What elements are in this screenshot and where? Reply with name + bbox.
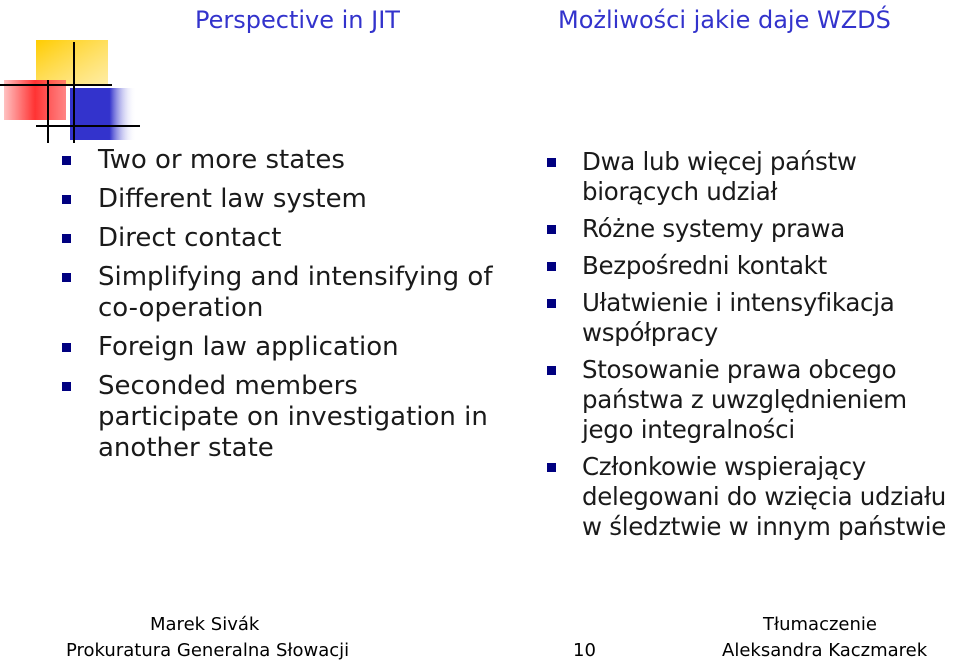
square-bullet-icon <box>547 463 556 472</box>
square-bullet-icon <box>547 158 556 167</box>
list-item-text: Different law system <box>98 184 367 214</box>
footer-translator-name: Aleksandra Kaczmarek <box>722 640 928 661</box>
footer-author-organization: Prokuratura Generalna Słowacji <box>66 640 350 661</box>
list-item-text: Ułatwienie i intensyfikacja współpracy <box>582 288 895 347</box>
square-bullet-icon <box>62 156 71 165</box>
list-item-text: Direct contact <box>98 223 282 253</box>
square-bullet-icon <box>62 273 71 282</box>
page-number: 10 <box>573 640 596 661</box>
list-item <box>545 355 960 445</box>
list-item <box>545 288 960 348</box>
list-item-text: Członkowie wspierający delegowani do wzięcia udziału w śledztwie w innym państwie <box>582 452 947 541</box>
slide-title-polish: Możliwości jakie daje WZDŚ <box>558 6 891 34</box>
decorative-squares-logo <box>0 38 140 143</box>
square-bullet-icon <box>62 382 71 391</box>
square-bullet-icon <box>547 225 556 234</box>
list-item-text: Simplifying and intensifying of co-operation <box>98 262 493 323</box>
list-item <box>62 332 502 363</box>
polish-bullet-list <box>545 147 960 549</box>
english-bullet-list <box>62 145 502 472</box>
list-item-text: Dwa lub więcej państw biorących udział <box>582 147 857 206</box>
list-item-text: Stosowanie prawa obcego państwa z uwzględnieniem jego integralności <box>582 355 907 444</box>
square-bullet-icon <box>547 366 556 375</box>
list-item <box>545 452 960 542</box>
list-item-text: Bezpośredni kontakt <box>582 251 827 280</box>
square-bullet-icon <box>62 195 71 204</box>
list-item <box>62 145 502 176</box>
list-item-text: Two or more states <box>98 145 345 175</box>
square-bullet-icon <box>547 262 556 271</box>
slide-title-english: Perspective in JIT <box>195 6 400 34</box>
list-item <box>545 147 960 207</box>
list-item <box>62 371 502 464</box>
square-bullet-icon <box>62 234 71 243</box>
list-item <box>62 223 502 254</box>
square-bullet-icon <box>62 343 71 352</box>
list-item-text: Seconded members participate on investigation in another state <box>98 371 488 463</box>
square-bullet-icon <box>547 299 556 308</box>
list-item <box>545 251 960 281</box>
list-item-text: Foreign law application <box>98 332 399 362</box>
list-item <box>62 184 502 215</box>
list-item <box>62 262 502 324</box>
footer-translation-label: Tłumaczenie <box>763 614 877 635</box>
list-item <box>545 214 960 244</box>
list-item-text: Różne systemy prawa <box>582 214 846 243</box>
footer-author-name: Marek Sivák <box>150 614 260 635</box>
